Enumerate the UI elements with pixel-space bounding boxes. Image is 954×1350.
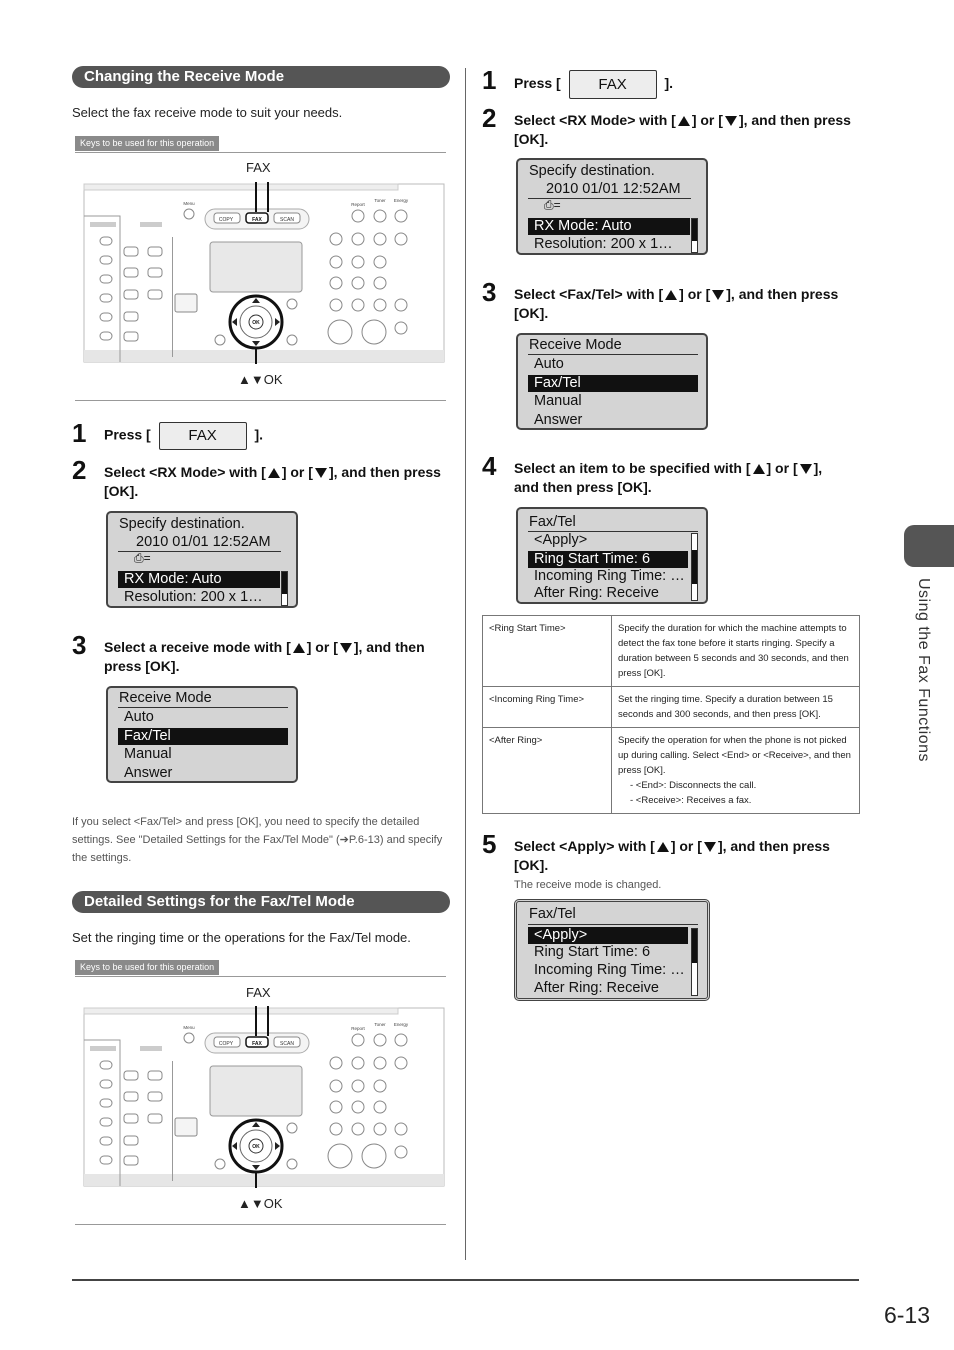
- step-text: and then press [OK].: [514, 479, 652, 495]
- svg-text:Energy: Energy: [393, 1022, 409, 1027]
- down-arrow-icon: [800, 464, 812, 474]
- ok-key-callout: ▲▼OK: [238, 372, 283, 387]
- lcd-item: Incoming Ring Time: …: [534, 962, 685, 978]
- svg-text:Energy: Energy: [393, 198, 409, 203]
- lcd-scrollbar: [281, 571, 288, 606]
- down-arrow-icon: [725, 116, 737, 126]
- lcd-item: Manual: [534, 393, 582, 409]
- table-desc-option: - <Receive>: Receives a fax.: [630, 795, 752, 806]
- svg-text:Report: Report: [351, 1026, 365, 1031]
- lcd-item: After Ring: Receive: [534, 585, 659, 601]
- step-text: press [OK].: [104, 658, 180, 674]
- svg-text:Toner: Toner: [374, 198, 386, 203]
- svg-text:COPY: COPY: [218, 1041, 234, 1047]
- lcd-scrollbar: [691, 928, 698, 996]
- lcd-screen-receive-mode: [106, 686, 298, 783]
- lcd-screen-rx-mode: [516, 158, 708, 255]
- lcd-selected-item: Fax/Tel: [118, 728, 288, 745]
- svg-text:SCAN: SCAN: [280, 217, 294, 223]
- lcd-item: Auto: [534, 356, 564, 372]
- step-text: ] or [: [306, 639, 338, 655]
- down-arrow-icon: [340, 643, 352, 653]
- step-number: 3: [482, 277, 497, 307]
- panel-copy-label: COPY: [218, 217, 234, 223]
- keys-tag: Keys to be used for this operation: [75, 960, 219, 975]
- divider: [75, 400, 446, 401]
- svg-text:Menu: Menu: [183, 201, 195, 206]
- step-text: Select a receive mode with [: [104, 639, 291, 655]
- step-number: 5: [482, 829, 497, 859]
- lcd-item: <Apply>: [534, 532, 588, 548]
- step-text: ], and then press: [726, 286, 839, 302]
- step-3-text: [104, 638, 425, 676]
- table-row: [483, 728, 860, 814]
- lcd-screen-fax-tel: [516, 507, 708, 604]
- up-arrow-icon: [753, 464, 765, 474]
- footer-rule: [72, 1279, 859, 1281]
- lcd-item: Answer: [124, 765, 173, 781]
- fax-tel-intro: Set the ringing time or the operations for the Fax/Tel mode.: [72, 930, 411, 945]
- table-desc-option: - <End>: Disconnects the call.: [630, 780, 757, 791]
- lcd-screen-receive-mode: [516, 333, 708, 430]
- step-text: ] or [: [679, 286, 711, 302]
- up-arrow-icon: [293, 643, 305, 653]
- step-number: 2: [482, 103, 497, 133]
- step-text: [OK].: [514, 857, 549, 873]
- table-row: [483, 616, 860, 687]
- lcd-item: Incoming Ring Time: …: [534, 568, 685, 584]
- step-text: ].: [254, 426, 264, 443]
- step-3-text: [514, 285, 838, 323]
- step-number: 4: [482, 451, 497, 481]
- lcd-title: Fax/Tel: [529, 906, 576, 922]
- step-text: ], and then: [353, 639, 425, 655]
- lcd-line: Resolution: 200 x 1…: [534, 236, 673, 252]
- lcd-selected-line: RX Mode: Auto: [528, 218, 690, 235]
- step-text: [OK].: [514, 131, 549, 147]
- control-panel-illustration: [80, 182, 446, 364]
- chapter-tab: [904, 525, 954, 567]
- svg-text:OK: OK: [252, 1144, 260, 1150]
- divider: [75, 976, 446, 977]
- step-4-text: [514, 459, 822, 497]
- step-5-note: The receive mode is changed.: [514, 879, 662, 891]
- fax-key-callout: FAX: [246, 160, 271, 175]
- step-1-text: [104, 422, 263, 450]
- step-text: Select an item to be specified with [: [514, 460, 751, 476]
- keys-tag: Keys to be used for this operation: [75, 136, 219, 151]
- lcd-selected-item: <Apply>: [528, 927, 688, 944]
- fax-icon: ⎙=: [544, 198, 561, 212]
- svg-text:FAX: FAX: [252, 1041, 262, 1047]
- down-arrow-icon: [712, 290, 724, 300]
- ok-key-callout: ▲▼OK: [238, 1196, 283, 1211]
- lcd-item: Manual: [124, 746, 172, 762]
- step-text: ] or [: [281, 464, 313, 480]
- lcd-selected-line: RX Mode: Auto: [118, 571, 280, 588]
- lcd-screen-fax-tel-apply: [514, 899, 710, 1001]
- fax-key-callout: FAX: [246, 985, 271, 1000]
- step-text: ], and then press: [717, 838, 830, 854]
- step-number: 3: [72, 630, 87, 660]
- svg-text:Menu: Menu: [183, 1025, 195, 1030]
- step-text: ],: [813, 460, 823, 476]
- lcd-line: 2010 01/01 12:52AM: [136, 534, 271, 550]
- down-arrow-icon: [315, 468, 327, 478]
- column-divider: [465, 68, 466, 1260]
- step-text: Press [: [514, 75, 561, 92]
- step-number: 1: [72, 418, 87, 448]
- step-text: Select <Apply> with [: [514, 838, 655, 854]
- divider: [75, 1224, 446, 1225]
- step-5-text: [514, 837, 830, 875]
- step-number: 2: [72, 455, 87, 485]
- up-arrow-icon: [665, 290, 677, 300]
- svg-text:Toner: Toner: [374, 1022, 386, 1027]
- lcd-scrollbar: [691, 218, 698, 253]
- step-text: ] or [: [691, 112, 723, 128]
- step-2-text: [514, 111, 851, 149]
- step-text: ] or [: [766, 460, 798, 476]
- svg-text:OK: OK: [252, 320, 260, 326]
- table-cell-name: <Ring Start Time>: [483, 616, 612, 687]
- control-panel-illustration: [80, 1006, 446, 1188]
- section-title-receive-mode: Changing the Receive Mode: [72, 66, 450, 88]
- step-text: ].: [664, 75, 674, 92]
- lcd-separator: [528, 354, 698, 355]
- lcd-item: Answer: [534, 412, 583, 428]
- table-desc-text: Specify the operation for when the phone is not picked up during calling. Select <End> or <Receive>, and then press [OK].: [618, 735, 851, 776]
- lcd-line: Resolution: 200 x 1…: [124, 589, 263, 605]
- step-1-text: [514, 70, 673, 99]
- step-text: ] or [: [670, 838, 702, 854]
- step-number: 1: [482, 65, 497, 95]
- step-text: Select <Fax/Tel> with [: [514, 286, 664, 302]
- step-text: Select <RX Mode> with [: [104, 464, 266, 480]
- table-cell-desc: Set the ringing time. Specify a duration between 15 seconds and 300 seconds, and then press [OK].: [612, 687, 860, 728]
- lcd-title: Receive Mode: [119, 690, 212, 706]
- lcd-item: Ring Start Time: 6: [534, 944, 651, 960]
- details-table: [482, 615, 860, 814]
- step-2-text: [104, 463, 441, 501]
- up-arrow-icon: [657, 842, 669, 852]
- svg-text:Report: Report: [351, 202, 365, 207]
- step-text: ], and then press: [738, 112, 851, 128]
- section-title-fax-tel: Detailed Settings for the Fax/Tel Mode: [72, 891, 450, 913]
- lcd-item: After Ring: Receive: [534, 980, 659, 996]
- svg-text:SCAN: SCAN: [280, 1041, 294, 1047]
- lcd-separator: [528, 924, 698, 925]
- table-cell-name: <Incoming Ring Time>: [483, 687, 612, 728]
- up-arrow-icon: [268, 468, 280, 478]
- step-text: ], and then press: [328, 464, 441, 480]
- fax-key: FAX: [159, 422, 247, 450]
- fax-icon: ⎙=: [134, 551, 151, 565]
- lcd-line: 2010 01/01 12:52AM: [546, 181, 681, 197]
- lcd-selected-item: Fax/Tel: [528, 375, 698, 392]
- up-arrow-icon: [678, 116, 690, 126]
- lcd-line: Specify destination.: [119, 516, 245, 532]
- step-text: Select <RX Mode> with [: [514, 112, 676, 128]
- step-text: Press [: [104, 426, 151, 443]
- lcd-item: Auto: [124, 709, 154, 725]
- step-text: [OK].: [104, 483, 139, 499]
- note-text: If you select <Fax/Tel> and press [OK], you need to specify the detailed settings. See "Detailed Settings for the Fax/Tel Mode" (➔P.6-13) and specify the settings.: [72, 816, 443, 864]
- lcd-separator: [118, 707, 288, 708]
- step-text: [OK].: [514, 305, 549, 321]
- table-cell-desc: Specify the duration for which the machine attempts to detect the fax tone before it starts ringing. Specify a duration between 5 seconds and 30 seconds, and then press [OK].: [612, 616, 860, 687]
- svg-text:FAX: FAX: [252, 217, 262, 223]
- table-cell-desc: [612, 728, 860, 814]
- receive-mode-intro: Select the fax receive mode to suit your needs.: [72, 105, 343, 120]
- divider: [75, 152, 446, 153]
- lcd-scrollbar: [691, 533, 698, 601]
- table-row: [483, 687, 860, 728]
- chapter-title: Using the Fax Functions: [915, 578, 932, 763]
- lcd-line: Specify destination.: [529, 163, 655, 179]
- page-number: 6-13: [883, 1302, 930, 1328]
- lcd-screen-rx-mode: [106, 511, 298, 608]
- fax-key: FAX: [569, 70, 657, 99]
- lcd-selected-item: Ring Start Time: 6: [528, 551, 688, 568]
- down-arrow-icon: [704, 842, 716, 852]
- lcd-title: Receive Mode: [529, 337, 622, 353]
- lcd-title: Fax/Tel: [529, 514, 576, 530]
- table-cell-name: <After Ring>: [483, 728, 612, 814]
